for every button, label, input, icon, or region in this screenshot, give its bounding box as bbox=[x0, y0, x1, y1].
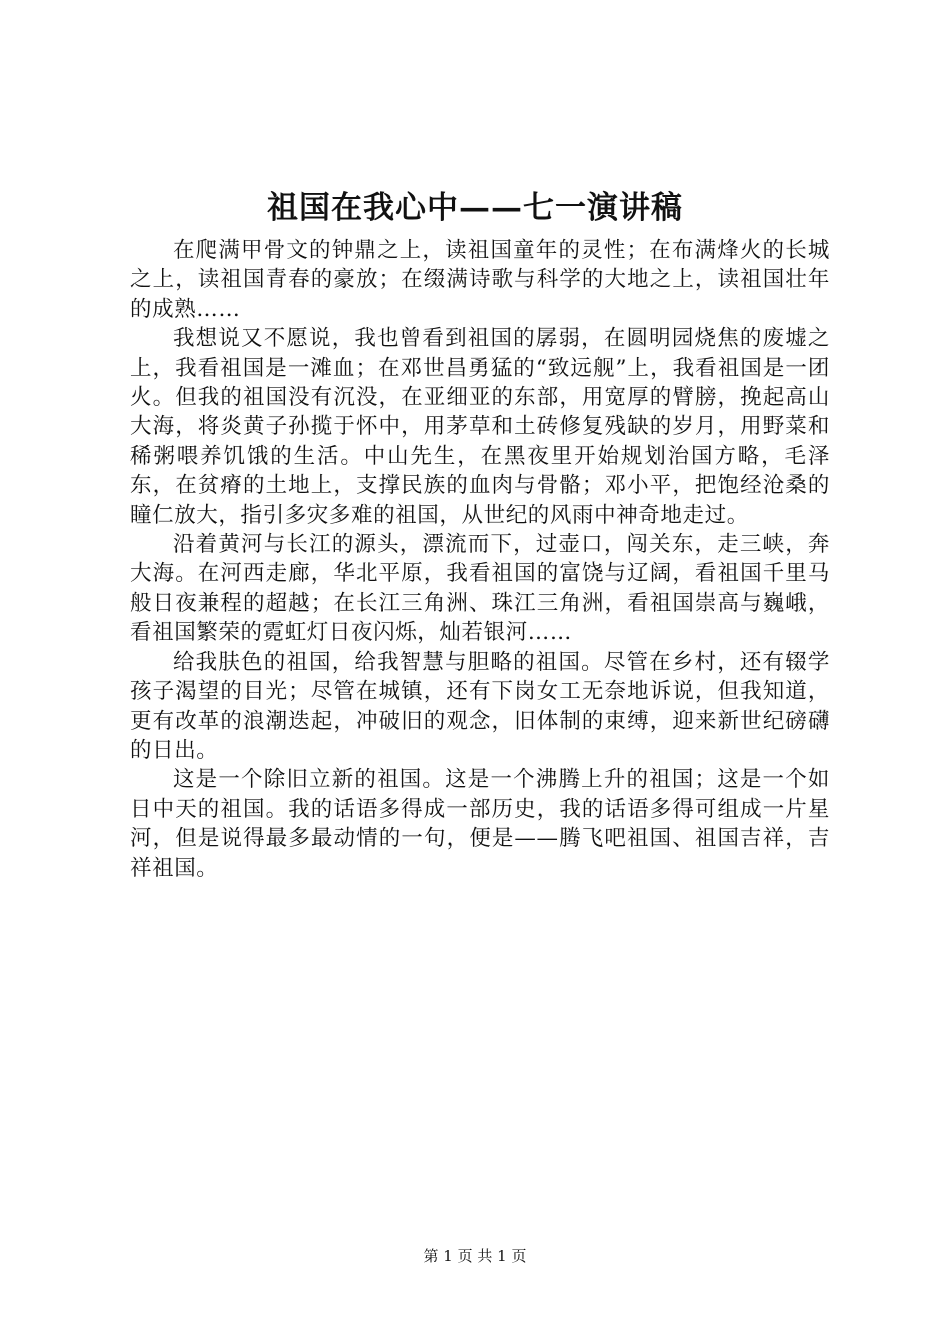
document-body bbox=[130, 236, 830, 883]
page-footer: 第 1 页 共 1 页 bbox=[423, 1247, 527, 1265]
paragraph-4: 给我肤色的祖国，给我智慧与胆略的祖国。尽管在乡村，还有辍学孩子渴望的目光；尽管在城镇，还有下岗女工无奈地诉说，但我知道，更有改革的浪潮迭起，冲破旧的观念，旧体制的束缚，迎来新世纪磅礴的日出。 bbox=[130, 649, 830, 763]
paragraph-5: 这是一个除旧立新的祖国。这是一个沸腾上升的祖国；这是一个如日中天的祖国。我的话语多得成一部历史，我的话语多得可组成一片星河，但是说得最多最动情的一句，便是——腾飞吧祖国、祖国吉祥，吉祥祖国。 bbox=[130, 767, 830, 881]
paragraph-2: 我想说又不愿说，我也曾看到祖国的孱弱，在圆明园烧焦的废墟之上，我看祖国是一滩血；在邓世昌勇猛的“致远舰”上，我看祖国是一团火。但我的祖国没有沉没，在亚细亚的东部，用宽厚的臂膀，挽起高山大海，将炎黄子孙揽于怀中，用茅草和土砖修复残缺的岁月，用野菜和稀粥喂养饥饿的生活。中山先生，在黑夜里开始规划治国方略，毛泽东，在贫瘠的土地上，支撑民族的血肉与骨骼；邓小平，把饱经沧桑的瞳仁放大，指引多灾多难的祖国，从世纪的风雨中神奇地走过。 bbox=[130, 326, 830, 528]
paragraph-1: 在爬满甲骨文的钟鼎之上，读祖国童年的灵性；在布满烽火的长城之上，读祖国青春的豪放；在缀满诗歌与科学的大地之上，读祖国壮年的成熟…… bbox=[130, 238, 830, 322]
document-title: 祖国在我心中——七一演讲稿 bbox=[267, 190, 683, 226]
paragraph-3: 沿着黄河与长江的源头，漂流而下，过壶口，闯关东，走三峡，奔大海。在河西走廊，华北平原，我看祖国的富饶与辽阔，看祖国千里马般日夜兼程的超越；在长江三角洲、珠江三角洲，看祖国崇高与巍峨，看祖国繁荣的霓虹灯日夜闪烁，灿若银河…… bbox=[130, 532, 830, 646]
